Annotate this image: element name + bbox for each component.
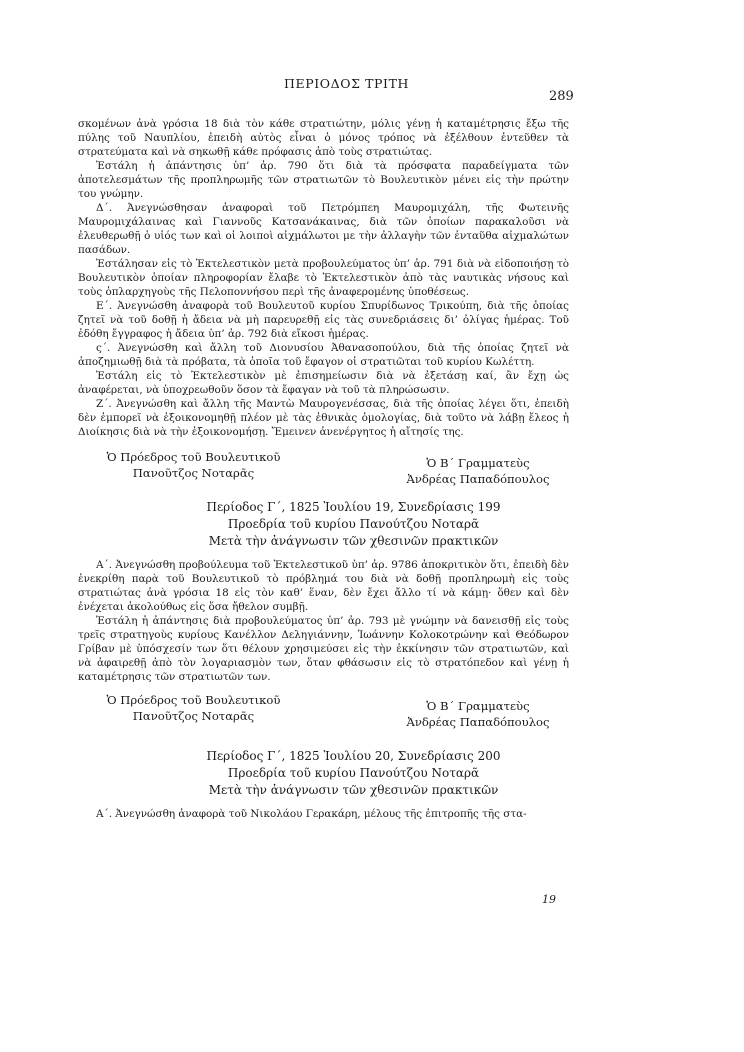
session-after-reading: Μετὰ τὴν ἀνάγνωσιν τῶν χθεσινῶν πρακτικῶν — [208, 534, 499, 548]
signature-name: Ἀνδρέας Παπαδόπουλος — [406, 715, 550, 729]
signature-title: Ὁ Β΄ Γραμματεὺς — [426, 456, 530, 470]
paragraph: ς΄. Ἀνεγνώσθη καὶ ἄλλη τοῦ Διονυσίου Ἀθανασοπούλου, διὰ τῆς ὁποίας ζητεῖ νὰ ἀποζημιωθῇ διὰ τὰ πρόβατα, τὰ ὁποῖα τοῦ ἔφαγον οἱ στρατιῶται τοῦ κυρίου Κωλέττη. — [78, 342, 569, 368]
signature-title: Ὁ Β΄ Γραμματεὺς — [426, 699, 530, 713]
session-title: Περίοδος Γ΄, 1825 Ἰουλίου 19, Συνεδρίασις 199 — [206, 500, 501, 514]
president-signature — [106, 692, 281, 724]
signature-block — [78, 690, 569, 730]
paragraph: Ἐστάλη ἡ ἀπάντησις ὑπ’ ἀρ. 790 ὅτι διὰ τὰ πρόσφατα παραδείγματα τῶν ἀποτελεσμάτων τῆς προπληρωμῆς τῶν στρατιωτῶν τὸ Βουλευτικὸν μένει εἰς τὴν πρώτην του γνώμην. — [78, 160, 569, 200]
session-presidency: Προεδρία τοῦ κυρίου Πανούτζου Νοταρᾶ — [227, 517, 480, 531]
signature-name: Πανοῦτζος Νοταρᾶς — [132, 709, 255, 723]
session-header — [78, 748, 569, 799]
paragraph: Α΄. Ἀνεγνώσθη ἀναφορὰ τοῦ Νικολάου Γερακάρη, μέλους τῆς ἐπιτροπῆς τῆς στα- — [96, 808, 527, 820]
paragraph: Ἐστάλη ἡ ἀπάντησις διὰ προβουλεύματος ὑπ’ ἀρ. 793 μὲ γνώμην νὰ δανεισθῇ εἰς τοὺς τρεῖς στρατηγοὺς κυρίους Κανέλλον Δεληγιάννην, Ἰωάννην Κολοκοτρώνην καὶ Θεόδωρον Γρίβαν μὲ ὑπόσχεσίν των ὅτι θέλουν χρησιμεύσει εἰς τὴν ἐκκίνησιν τῶν στρατιωτῶν, καὶ νὰ ἀφαιρεθῇ ἀπὸ τὸν λογαριασμὸν των, ὅταν φθάσωσιν εἰς τὸ στρατόπεδον καὶ γένῃ ἡ καταμέτρησις τῶν στρατιωτῶν των. — [78, 615, 569, 683]
session-after-reading: Μετὰ τὴν ἀνάγνωσιν τῶν χθεσινῶν πρακτικῶν — [208, 783, 499, 797]
paragraph: Ζ΄. Ἀνεγνώσθη καὶ ἄλλη τῆς Μαντὼ Μαυρογενέσσας, διὰ τῆς ὁποίας λέγει ὅτι, ἐπειδὴ δὲν ἐμπορεῖ νὰ ἐξοικονομηθῇ πλέον μὲ τὰς ἐθνικὰς ὁμολογίας, διὰ τοῦτο νὰ λάβῃ ἔλεος ἡ Διοίκησις διὰ νὰ τὴν ἐξοικονομήσῃ. Ἔμεινεν ἀνενέργητος ἡ αἴτησίς της. — [78, 398, 569, 438]
paragraph: Ε΄. Ἀνεγνώσθη ἀναφορὰ τοῦ Βουλευτοῦ κυρίου Σπυρίδωνος Τρικούπη, διὰ τῆς ὁποίας ζητεῖ νὰ τοῦ δοθῇ ἡ ἄδεια νὰ μὴ παρευρεθῇ εἰς τὰς συνεδριάσεις δι’ ὀλίγας ἡμέρας. Τοῦ ἐδόθη ἔγγραφος ἡ ἄδεια ὑπ’ ἀρ. 792 διὰ εἴκοσι ἡμέρας. — [78, 300, 569, 340]
running-head: ΠΕΡΙΟΔΟΣ ΤΡΙΤΗ — [284, 76, 410, 91]
signature-title: Ὁ Πρόεδρος τοῦ Βουλευτικοῦ — [106, 693, 281, 707]
secretary-signature — [398, 698, 558, 730]
paragraph: Α΄. Ἀνεγνώσθη προβούλευμα τοῦ Ἐκτελεστικοῦ ὑπ’ ἀρ. 9786 ἀποκριτικὸν ὅτι, ἐπειδὴ δὲν ἐνεκρίθη παρὰ τοῦ Βουλευτικοῦ τὸ πρόβλημά του διὰ νὰ δοθῇ προπληρωμὴ εἰς τοὺς στρατιώτας ἀνὰ γρόσια 18 εἰς τὸν καθ’ ἕναν, δὲν ἔχει ἄλλο τί νὰ κάμῃ· ὅθεν καὶ δὲν ἐνέχεται ἀκολούθως εἰς ὅσα ἤθελον συμβῇ. — [78, 559, 569, 613]
printer-signature-mark: 19 — [542, 893, 556, 906]
page-body — [78, 117, 569, 821]
paragraph: Ἐστάλη εἰς τὸ Ἐκτελεστικὸν μὲ ἐπισημείωσιν διὰ νὰ ἐξετάσῃ καί, ἂν ἔχῃ ὡς ἀναφέρεται, νὰ ὑποχρεωθοῦν ὅσον τὰ ἔφαγαν νὰ τοῦ τὰ πληρώσωσιν. — [78, 370, 569, 396]
paragraph: Ἐστάλησαν εἰς τὸ Ἐκτελεστικὸν μετὰ προβουλεύματος ὑπ’ ἀρ. 791 διὰ νὰ εἰδοποιήσῃ τὸ Βουλευτικὸν ὁποίαν πληροφορίαν ἔλαβε τὸ Ἐκτελεστικὸν ἀπὸ τὰς ναυτικὰς νήσους καὶ τοὺς ὁπλαρχηγοὺς τῆς Πελοποννήσου περὶ τῆς ἀναφερομένης ὑποθέσεως. — [78, 258, 569, 298]
secretary-signature — [398, 455, 558, 487]
page-number: 289 — [549, 89, 574, 104]
session-title: Περίοδος Γ΄, 1825 Ἰουλίου 20, Συνεδρίασις 200 — [206, 749, 501, 763]
signature-block — [78, 447, 569, 486]
signature-name: Πανοῦτζος Νοταρᾶς — [132, 466, 255, 480]
president-signature — [106, 449, 281, 481]
signature-title: Ὁ Πρόεδρος τοῦ Βουλευτικοῦ — [106, 450, 281, 464]
signature-name: Ἀνδρέας Παπαδόπουλος — [406, 472, 550, 486]
session-presidency: Προεδρία τοῦ κυρίου Πανούτζου Νοταρᾶ — [227, 766, 480, 780]
paragraph: Δ΄. Ἀνεγνώσθησαν ἀναφοραὶ τοῦ Πετρόμπεη Μαυρομιχάλη, τῆς Φωτεινῆς Μαυρομιχάλαινας καὶ Γιαννοῦς Κατσανάκαινας, διὰ τῶν ὁποίων παρακαλοῦσι νὰ ἐλευθερωθῇ ὁ υἱός των καὶ οἱ λοιποὶ αἰχμάλωτοι με τὴν ἀλλαγὴν τῶν ἐνταῦθα αἰχμαλώτων πασάδων. — [78, 202, 569, 256]
paragraph: σκομένων ἀνὰ γρόσια 18 διὰ τὸν κάθε στρατιώτην, μόλις γένῃ ἡ καταμέτρησις ἔξω τῆς πύλης τοῦ Ναυπλίου, ἐπειδὴ αὐτὸς εἶναι ὁ μόνος τρόπος νὰ ἐξέλθουν ἐντεῦθεν τὰ στρατεύματα καὶ νὰ σηκωθῇ κάθε πρόφασις ἀπὸ τοὺς στρατιώτας. — [78, 118, 569, 158]
session-header — [78, 499, 569, 550]
